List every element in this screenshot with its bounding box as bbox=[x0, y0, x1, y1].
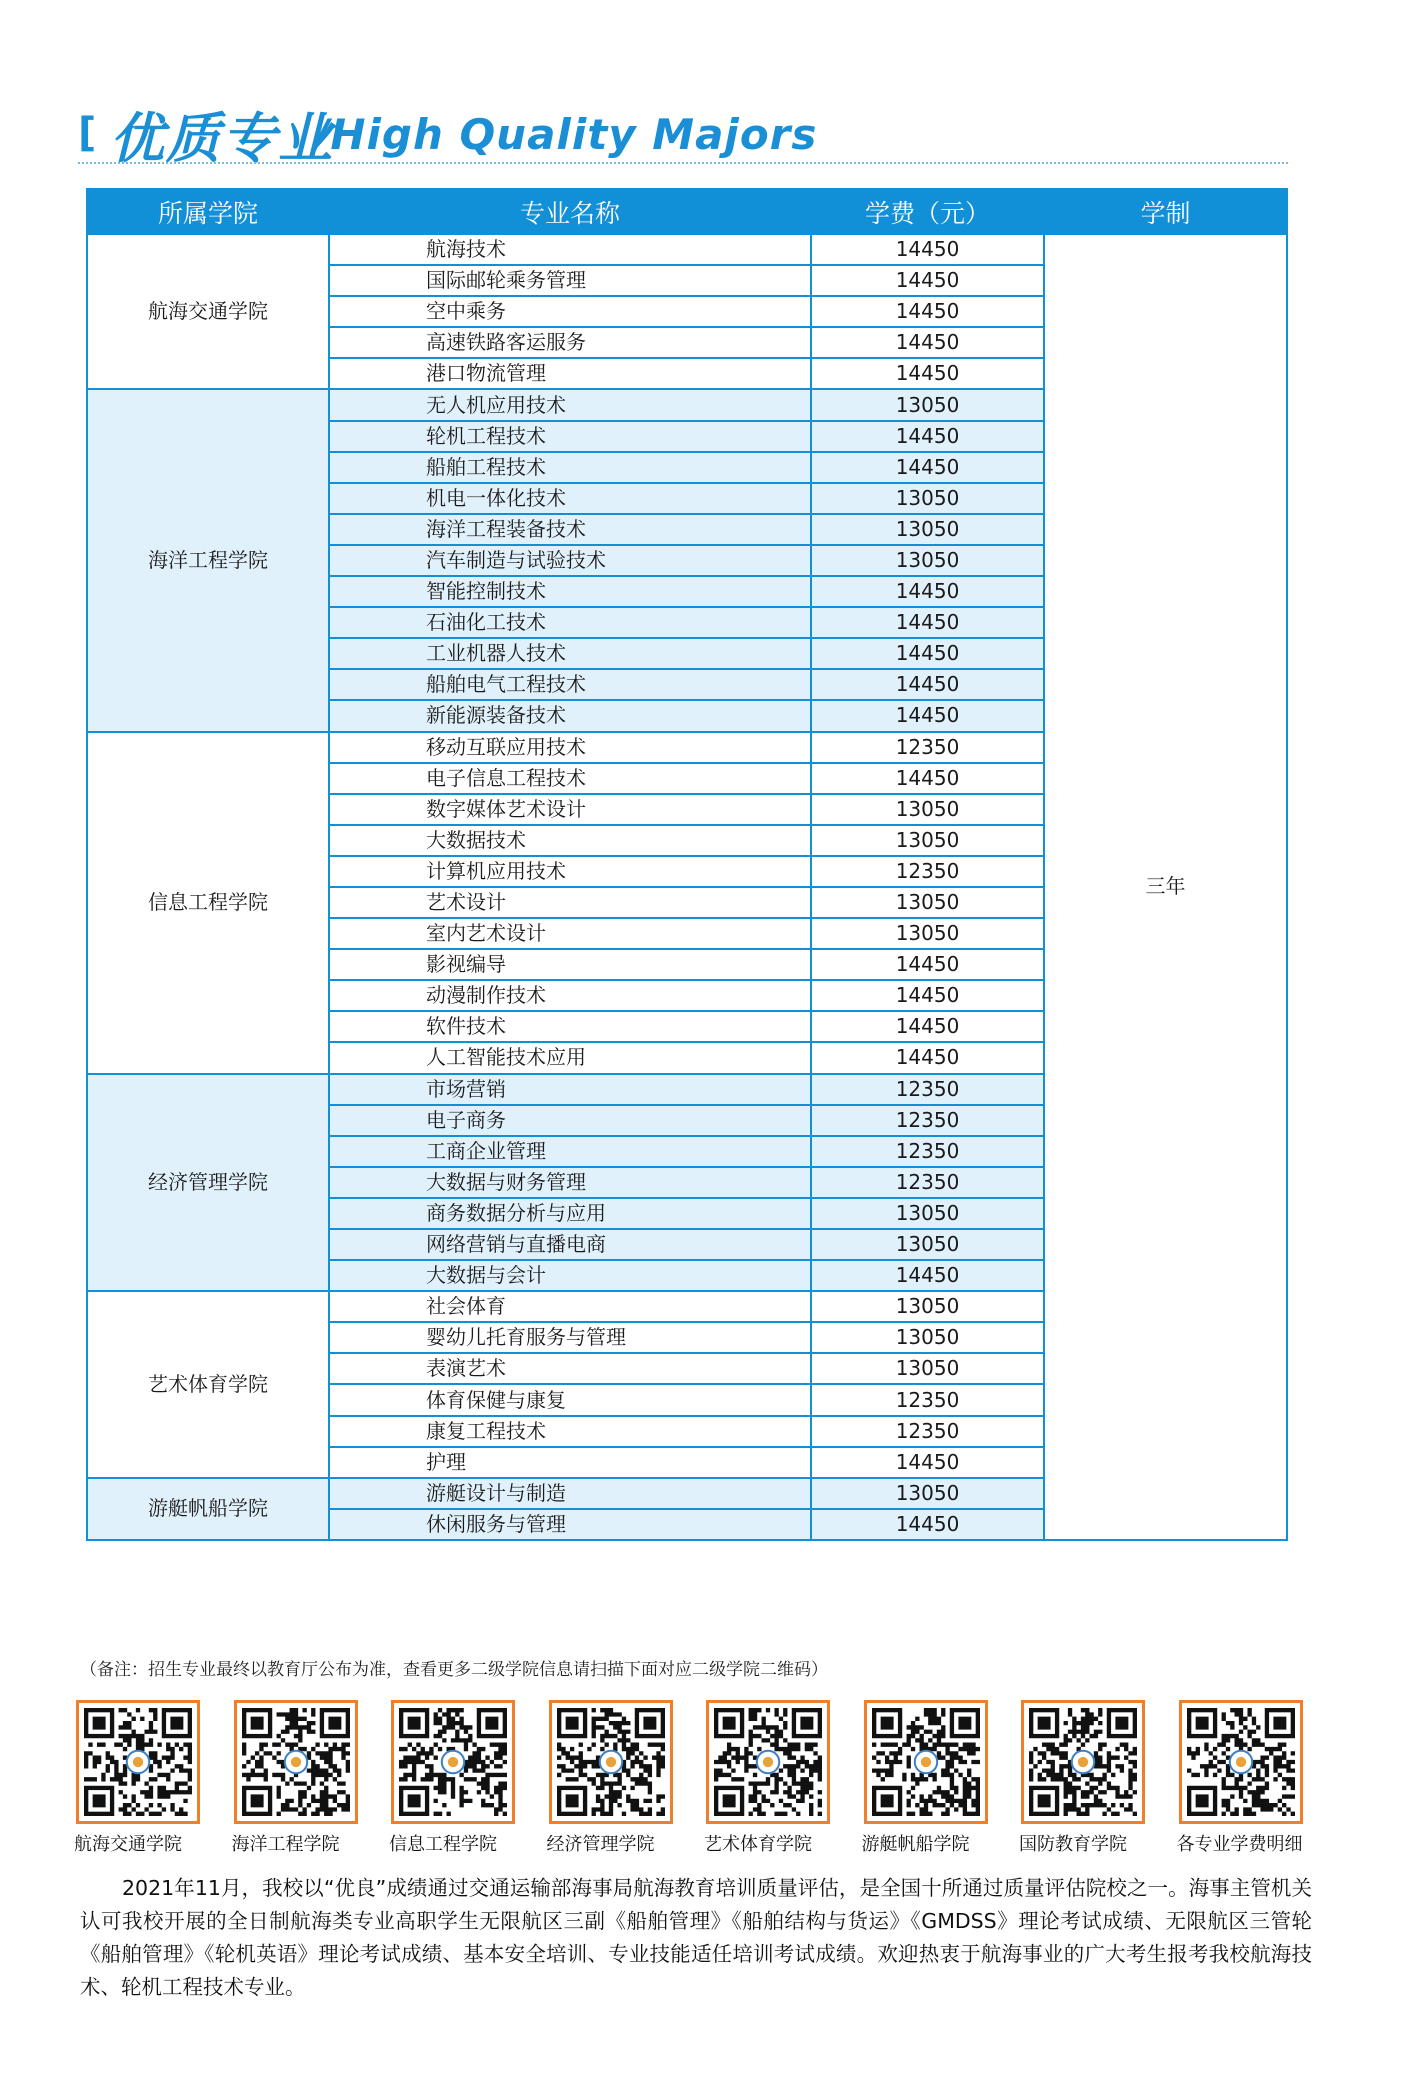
college-cell: 游艇帆船学院 bbox=[87, 1478, 329, 1540]
qr-code-item[interactable] bbox=[862, 1700, 1018, 1856]
header-college: 所属学院 bbox=[87, 189, 329, 234]
tuition-cell: 12350 bbox=[811, 732, 1044, 763]
major-name-cell: 休闲服务与管理 bbox=[329, 1509, 811, 1540]
qr-code-label: 航海交通学院 bbox=[74, 1834, 182, 1855]
tuition-cell: 12350 bbox=[811, 1416, 1044, 1447]
major-name-cell: 汽车制造与试验技术 bbox=[329, 545, 811, 576]
college-cell: 航海交通学院 bbox=[87, 234, 329, 389]
tuition-cell: 13050 bbox=[811, 1291, 1044, 1322]
tuition-cell: 13050 bbox=[811, 825, 1044, 856]
tuition-cell: 13050 bbox=[811, 1322, 1044, 1353]
major-name-cell: 游艇设计与制造 bbox=[329, 1478, 811, 1509]
qr-code-label: 经济管理学院 bbox=[546, 1834, 655, 1855]
table-body bbox=[87, 234, 1287, 1540]
major-name-cell: 软件技术 bbox=[329, 1011, 811, 1042]
qr-code-icon[interactable] bbox=[76, 1700, 200, 1824]
tuition-cell: 12350 bbox=[811, 1384, 1044, 1415]
major-name-cell: 移动互联应用技术 bbox=[329, 732, 811, 763]
major-name-cell: 机电一体化技术 bbox=[329, 483, 811, 514]
major-name-cell: 电子信息工程技术 bbox=[329, 763, 811, 794]
duration-cell: 三年 bbox=[1044, 234, 1287, 1540]
major-name-cell: 船舶工程技术 bbox=[329, 452, 811, 483]
college-cell: 艺术体育学院 bbox=[87, 1291, 329, 1478]
major-name-cell: 电子商务 bbox=[329, 1105, 811, 1136]
qr-code-label: 各专业学费明细 bbox=[1176, 1834, 1303, 1855]
tuition-cell: 14450 bbox=[811, 265, 1044, 296]
major-name-cell: 海洋工程装备技术 bbox=[329, 514, 811, 545]
tuition-cell: 13050 bbox=[811, 1478, 1044, 1509]
majors-table bbox=[86, 188, 1288, 1541]
header-duration: 学制 bbox=[1044, 189, 1287, 234]
evaluation-paragraph: 2021年11月，我校以“优良”成绩通过交通运输部海事局航海教育培训质量评估，是全国十所通过质量评估院校之一。海事主管机关认可我校开展的全日制航海类专业高职学生无限航区三副《船舶管理》《船舶结构与货运》《GMDSS》理论考试成绩、无限航区三管轮《船舶管理》《轮机英语》理论考试成绩、基本安全培训、专业技能适任培训考试成绩。欢迎热衷于航海事业的广大考生报考我校航海技术、轮机工程技术专业。 bbox=[80, 1876, 1312, 1999]
tuition-cell: 14450 bbox=[811, 1260, 1044, 1291]
tuition-cell: 13050 bbox=[811, 483, 1044, 514]
qr-code-item[interactable] bbox=[74, 1700, 230, 1856]
major-name-cell: 大数据技术 bbox=[329, 825, 811, 856]
table-header-row bbox=[87, 189, 1287, 234]
qr-code-label: 国防教育学院 bbox=[1019, 1834, 1127, 1855]
qr-code-item[interactable] bbox=[1019, 1700, 1175, 1856]
tuition-cell: 14450 bbox=[811, 607, 1044, 638]
major-name-cell: 船舶电气工程技术 bbox=[329, 669, 811, 700]
major-name-cell: 大数据与会计 bbox=[329, 1260, 811, 1291]
major-name-cell: 轮机工程技术 bbox=[329, 421, 811, 452]
qr-code-icon[interactable] bbox=[549, 1700, 673, 1824]
major-name-cell: 室内艺术设计 bbox=[329, 918, 811, 949]
tuition-cell: 14450 bbox=[811, 980, 1044, 1011]
tuition-cell: 14450 bbox=[811, 327, 1044, 358]
table-row bbox=[87, 234, 1287, 265]
qr-code-item[interactable] bbox=[704, 1700, 860, 1856]
tuition-cell: 13050 bbox=[811, 918, 1044, 949]
qr-code-icon[interactable] bbox=[391, 1700, 515, 1824]
qr-code-row bbox=[74, 1700, 1314, 1855]
major-name-cell: 港口物流管理 bbox=[329, 358, 811, 389]
major-name-cell: 新能源装备技术 bbox=[329, 700, 811, 731]
tuition-cell: 14450 bbox=[811, 1011, 1044, 1042]
major-name-cell: 国际邮轮乘务管理 bbox=[329, 265, 811, 296]
tuition-cell: 14450 bbox=[811, 669, 1044, 700]
header-major: 专业名称 bbox=[329, 189, 811, 234]
college-cell: 经济管理学院 bbox=[87, 1074, 329, 1292]
tuition-cell: 14450 bbox=[811, 949, 1044, 980]
tuition-cell: 14450 bbox=[811, 576, 1044, 607]
major-name-cell: 无人机应用技术 bbox=[329, 389, 811, 420]
tuition-cell: 13050 bbox=[811, 1198, 1044, 1229]
qr-code-item[interactable] bbox=[389, 1700, 545, 1856]
major-name-cell: 石油化工技术 bbox=[329, 607, 811, 638]
tuition-cell: 14450 bbox=[811, 763, 1044, 794]
title-divider bbox=[78, 162, 1288, 164]
qr-code-label: 海洋工程学院 bbox=[231, 1834, 340, 1855]
major-name-cell: 航海技术 bbox=[329, 234, 811, 265]
qr-code-label: 游艇帆船学院 bbox=[861, 1834, 970, 1855]
major-name-cell: 高速铁路客运服务 bbox=[329, 327, 811, 358]
tuition-cell: 12350 bbox=[811, 1105, 1044, 1136]
major-name-cell: 艺术设计 bbox=[329, 887, 811, 918]
tuition-cell: 12350 bbox=[811, 1167, 1044, 1198]
title-bracket: [ bbox=[78, 110, 97, 156]
college-cell: 海洋工程学院 bbox=[87, 389, 329, 731]
qr-code-icon[interactable] bbox=[1021, 1700, 1145, 1824]
major-name-cell: 婴幼儿托育服务与管理 bbox=[329, 1322, 811, 1353]
tuition-cell: 13050 bbox=[811, 514, 1044, 545]
tuition-cell: 14450 bbox=[811, 452, 1044, 483]
qr-code-item[interactable] bbox=[1177, 1700, 1333, 1856]
tuition-cell: 12350 bbox=[811, 856, 1044, 887]
tuition-cell: 13050 bbox=[811, 545, 1044, 576]
qr-code-icon[interactable] bbox=[1179, 1700, 1303, 1824]
major-name-cell: 表演艺术 bbox=[329, 1353, 811, 1384]
qr-code-item[interactable] bbox=[232, 1700, 388, 1856]
tuition-cell: 14450 bbox=[811, 700, 1044, 731]
major-name-cell: 康复工程技术 bbox=[329, 1416, 811, 1447]
tuition-cell: 13050 bbox=[811, 1229, 1044, 1260]
major-name-cell: 商务数据分析与应用 bbox=[329, 1198, 811, 1229]
tuition-cell: 14450 bbox=[811, 421, 1044, 452]
qr-code-icon[interactable] bbox=[864, 1700, 988, 1824]
major-name-cell: 智能控制技术 bbox=[329, 576, 811, 607]
qr-code-label: 信息工程学院 bbox=[389, 1834, 497, 1855]
qr-code-icon[interactable] bbox=[706, 1700, 830, 1824]
major-name-cell: 体育保健与康复 bbox=[329, 1384, 811, 1415]
tuition-cell: 14450 bbox=[811, 638, 1044, 669]
title-english: /High Quality Majors bbox=[314, 110, 818, 159]
major-name-cell: 市场营销 bbox=[329, 1074, 811, 1105]
tuition-cell: 14450 bbox=[811, 296, 1044, 327]
college-cell: 信息工程学院 bbox=[87, 732, 329, 1074]
tuition-cell: 13050 bbox=[811, 887, 1044, 918]
tuition-cell: 12350 bbox=[811, 1074, 1044, 1105]
major-name-cell: 大数据与财务管理 bbox=[329, 1167, 811, 1198]
tuition-cell: 14450 bbox=[811, 234, 1044, 265]
major-name-cell: 影视编导 bbox=[329, 949, 811, 980]
footnote: （备注：招生专业最终以教育厅公布为准，查看更多二级学院信息请扫描下面对应二级学院二维码） bbox=[80, 1660, 828, 1680]
section-title bbox=[78, 96, 1278, 170]
major-name-cell: 工商企业管理 bbox=[329, 1136, 811, 1167]
major-name-cell: 社会体育 bbox=[329, 1291, 811, 1322]
qr-code-item[interactable] bbox=[547, 1700, 703, 1856]
major-name-cell: 网络营销与直播电商 bbox=[329, 1229, 811, 1260]
major-name-cell: 计算机应用技术 bbox=[329, 856, 811, 887]
tuition-cell: 12350 bbox=[811, 1136, 1044, 1167]
major-name-cell: 护理 bbox=[329, 1447, 811, 1478]
tuition-cell: 13050 bbox=[811, 1353, 1044, 1384]
tuition-cell: 13050 bbox=[811, 389, 1044, 420]
major-name-cell: 工业机器人技术 bbox=[329, 638, 811, 669]
major-name-cell: 动漫制作技术 bbox=[329, 980, 811, 1011]
title-chinese: 优质专业 bbox=[110, 107, 334, 170]
tuition-cell: 14450 bbox=[811, 358, 1044, 389]
tuition-cell: 13050 bbox=[811, 794, 1044, 825]
tuition-cell: 14450 bbox=[811, 1042, 1044, 1073]
qr-code-icon[interactable] bbox=[234, 1700, 358, 1824]
major-name-cell: 人工智能技术应用 bbox=[329, 1042, 811, 1073]
major-name-cell: 空中乘务 bbox=[329, 296, 811, 327]
tuition-cell: 14450 bbox=[811, 1509, 1044, 1540]
major-name-cell: 数字媒体艺术设计 bbox=[329, 794, 811, 825]
qr-code-label: 艺术体育学院 bbox=[704, 1834, 812, 1855]
header-fee: 学费（元） bbox=[811, 189, 1044, 234]
tuition-cell: 14450 bbox=[811, 1447, 1044, 1478]
